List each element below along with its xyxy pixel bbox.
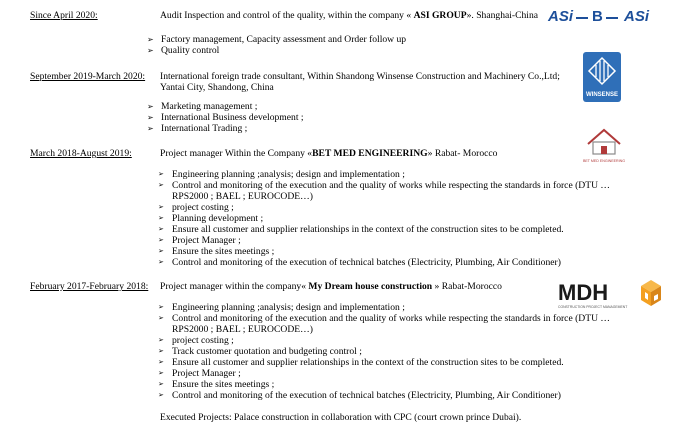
list-item: ➢ Project Manager ; [158,235,241,246]
arrow-bullet-icon: ➢ [158,347,164,355]
list-item: ➢ Factory management, Capacity assessment and Order follow up [147,34,407,45]
bullet-list [147,101,304,134]
list-item-continuation: RPS2000 ; BAEL ; EUROCODE…) [172,191,313,202]
bullet-list [147,34,406,56]
winsense-logo [583,52,621,102]
desc-suffix: ». Shanghai-China [466,10,539,21]
arrow-bullet-icon: ➢ [158,314,164,322]
list-item: ➢ Project Manager ; [158,368,241,379]
list-item: ➢ International Business development ; [147,112,304,123]
betmed-logo-text: BET MED ENGINEERING [582,159,626,163]
winsense-logo-text: WINSENSE [585,92,619,98]
entry-date: March 2018-August 2019: [30,148,132,159]
arrow-bullet-icon: ➢ [147,35,154,44]
asi-group-logo [546,5,662,29]
arrow-bullet-icon: ➢ [158,336,164,344]
arrow-bullet-icon: ➢ [158,391,164,399]
arrow-bullet-icon: ➢ [147,102,154,111]
arrow-bullet-icon: ➢ [158,203,164,211]
mdh-logo-text: MDH [558,280,609,305]
entry-description [160,148,497,159]
arrow-bullet-icon: ➢ [158,303,164,311]
list-item: ➢ Control and monitoring of the execution and the quality of works while respecting the standards in force (DTU … [158,313,611,324]
arrow-bullet-icon: ➢ [158,170,164,178]
svg-text:B: B [592,8,603,25]
entry-date: Since April 2020: [30,10,98,21]
list-item-continuation: RPS2000 ; BAEL ; EUROCODE…) [172,324,313,335]
mdh-logo-subtext: CONSTRUCTION PROJECT MANAGEMENT [558,305,628,309]
list-item: ➢ Track customer quotation and budgeting control ; [158,346,362,357]
list-item: ➢ Planning development ; [158,213,264,224]
bullet-list [158,302,610,401]
arrow-bullet-icon: ➢ [158,380,164,388]
arrow-bullet-icon: ➢ [147,113,154,122]
list-item: ➢ Ensure the sites meetings ; [158,379,275,390]
list-item: ➢ International Trading ; [147,123,248,134]
entry-date: February 2017-February 2018: [30,281,149,292]
svg-text:ASi: ASi [624,8,650,25]
list-item: ➢ Ensure all customer and supplier relationships in the context of the construction sites to be completed. [158,224,564,235]
arrow-bullet-icon: ➢ [158,369,164,377]
list-item: ➢ Marketing management ; [147,101,258,112]
company-name: ASI GROUP [413,10,467,21]
list-item: ➢ Control and monitoring of the execution of technical batches (Electricity, Plumbing, Air Conditioner) [158,390,561,401]
arrow-bullet-icon: ➢ [158,181,164,189]
list-item: ➢ Ensure all customer and supplier relationships in the context of the construction sites to be completed. [158,357,564,368]
arrow-bullet-icon: ➢ [158,214,164,222]
desc-prefix: Audit Inspection and control of the quality, within the company « [160,10,414,21]
svg-text:ASi: ASi [548,8,574,25]
company-name: My Dream house construction [308,281,433,292]
list-item: ➢ Engineering planning ;analysis; design and implementation ; [158,169,405,180]
arrow-bullet-icon: ➢ [158,247,164,255]
executed-projects: Executed Projects: Palace construction in collaboration with CPC (court crown prince Dubai). [160,412,522,423]
desc-prefix: Project manager within the company« [160,281,309,292]
entry-description-line2: Yantai City, Shandong, China [160,82,274,93]
arrow-bullet-icon: ➢ [158,358,164,366]
arrow-bullet-icon: ➢ [158,225,164,233]
entry-description [160,281,502,292]
arrow-bullet-icon: ➢ [147,46,154,55]
list-item: ➢ Quality control [147,45,220,56]
desc-prefix: Project manager Within the Company « [160,148,313,159]
list-item: ➢ project costing ; [158,202,234,213]
arrow-bullet-icon: ➢ [158,258,164,266]
bet-med-engineering-logo [582,124,626,164]
entry-description [160,10,538,21]
list-item: ➢ Ensure the sites meetings ; [158,246,275,257]
arrow-bullet-icon: ➢ [147,124,154,133]
entry-description-line1: International foreign trade consultant, Within Shandong Winsense Construction and Machinery Co.,Ltd; [160,71,560,82]
list-item: ➢ Control and monitoring of the execution and the quality of works while respecting the standards in force (DTU … [158,180,611,191]
entry-date: September 2019-March 2020: [30,71,146,82]
arrow-bullet-icon: ➢ [158,236,164,244]
desc-suffix: » Rabat- Morocco [427,148,498,159]
bullet-list [158,169,610,268]
desc-suffix: » Rabat-Morocco [432,281,502,292]
list-item: ➢ project costing ; [158,335,234,346]
mdh-logo [557,278,665,312]
list-item: ➢ Control and monitoring of the execution of technical batches (Electricity, Plumbing, Air Conditioner) [158,257,561,268]
list-item: ➢ Engineering planning ;analysis; design and implementation ; [158,302,405,313]
company-name: BET MED ENGINEERING [312,148,428,159]
